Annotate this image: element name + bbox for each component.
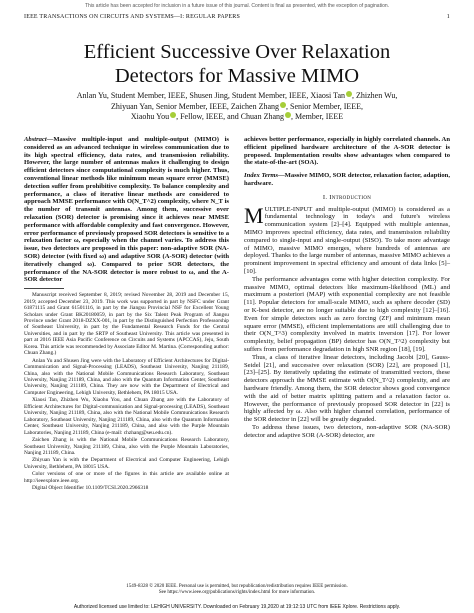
intro-paragraph-4: To address these issues, two detectors, non-adaptive SOR (NA-SOR) detector and adaptive SOR (A-SOR) detector, are bbox=[244, 423, 450, 439]
author-list bbox=[40, 91, 434, 123]
copyright-line-1: 1549-8328 © 2020 IEEE. Personal use is permitted, but republication/redistribution requires IEEE permission. bbox=[126, 584, 348, 589]
page-number: 1 bbox=[446, 14, 450, 20]
index-terms-label: Index Terms bbox=[244, 172, 279, 180]
section-heading: I. Introduction bbox=[322, 193, 372, 201]
abstract-label: Abstract bbox=[24, 136, 47, 143]
introduction-body bbox=[244, 202, 450, 440]
paper-title bbox=[0, 40, 474, 88]
index-terms bbox=[244, 172, 450, 188]
copyright-notice bbox=[0, 584, 474, 596]
footnote-color-versions: Color versions of one or more of the figures in this article are available online at http://ieeexplore.ieee.org. bbox=[24, 471, 229, 484]
left-column bbox=[24, 136, 229, 493]
intro-paragraph-1: MULTIPLE-INPUT and multiple-output (MIMO) is considered as a fundamental technology in today's and future's wireless communication system [2]–[4]. Equipped with multiple antennas, MIMO improves spectral efficiency, data rates, and transmission reliability compared to single-input and single-output (SISO). To take more advantage of MIMO, massive MIMO emerges, where hundreds of antennas are deployed. Thanks to the large number of antennas, massive MIMO achieves a prominent improvement in spectral efficiency and amount of data links [5]–[10]. bbox=[244, 202, 450, 275]
license-notice: Authorized licensed use limited to: LEHIGH UNIVERSITY. Downloaded on February 19,2020 at 19:12:13 UTC from IEEE Xplore. Restrictions apply. bbox=[73, 604, 401, 610]
footnote-doi: Digital Object Identifier 10.1109/TCSI.2020.2966318 bbox=[32, 485, 149, 492]
footnote-affiliation-1: Anlan Yu and Shusen Jing were with the Laboratory of Efficient Architectures for Digital-Communication and Signal-Processing (LEADS), Southeast University, Nanjing 211189, China, also with the National Mobile Communications Research Laboratory, Southeast University, Nanjing 211189, China, and also with the Quantum Information Center, Southeast University, Nanjing 211189, China. They are now with the Department of Electrical and Computer Engineering, Lehigh University, Bethlehem, PA 18015 USA. bbox=[24, 357, 229, 396]
footnote-affiliation-2: Xiaosi Tan, Zhizhen Wu, Xiaohu You, and Chuan Zhang are with the Laboratory of Efficient Architectures for Digital-communication and Signal-processing (LEADS), Southeast University, Nanjing 211189, China, also with the National Mobile Communications Research Laboratory, Southeast University, Nanjing 211189, China, also with the Quantum Information Center, Southeast University, Nanjing 211189, China, and also with the Purple Mountain Laboratories, Nanjing 211189, China (e-mail: chzhang@seu.edu.cn). bbox=[24, 397, 229, 436]
author-line-1: Anlan Yu, Student Member, IEEE, Shusen Jing, Student Member, IEEE, Xiaosi Tan , Zhizhen Wu, bbox=[76, 91, 398, 100]
running-header bbox=[24, 14, 450, 20]
index-terms-text: —Massive MIMO, SOR detector, relaxation factor, adaption, hardware. bbox=[244, 172, 450, 187]
abstract-continued: achieves better performance, especially in highly correlated channels. An efficient pipelined hardware architecture of the A-SOR detector is proposed. Implementation results show advantages when compared to the state-of-the-art (SOA). bbox=[244, 136, 450, 167]
intro-paragraph-3: Thus, a class of iterative linear detectors, including Jacobi [20], Gauss-Seidel [21], and successive over relaxation (SOR) [22], are proposed [1], [23]–[25]. By iteratively updating the estimate of transmitted vectors, these detectors approach the MMSE estimate with O(N_T^2) complexity, and are hardware friendly. Among them, the SOR detector shows good convergence with the aid of better matrix splitting pattern and a relaxation factor ω. However, the performance of previously proposed SOR detector in [22] is highly affected by ω. Also with higher channel correlation, performance of the SOR detector in [22] will be greatly degraded. bbox=[244, 353, 450, 424]
footnote-manuscript: Manuscript received September 8, 2019; revised November 28, 2019 and December 15, 2019; accepted December 23, 2019. This work was supported in part by NSFC under Grant 61871115 and Grant 61501116, in part by the Jiangsu Provincial NSF for Excellent Young Scholars under Grant BK20180059, in part by the Six Talent Peak Program of Jiangsu Province under Grant 2018-DZXX-001, in part by the Distinguished Perfection Professorship of Southeast University, in part by the Fundamental Research Funds for the Central Universities, and in part by the SRTP of Southeast University. This article was presented in part at 2016 IEEE Asia Pacific Conference on Circuits and Systems (APCCAS), Jeju, South Korea. This article was recommended by Associate Editor M. Martina. (Corresponding author: Chuan Zhang.) bbox=[24, 292, 229, 357]
footnote-affiliation-3: Zaichen Zhang is with the National Mobile Communications Research Laboratory, Southeast University, Nanjing 211189, China, also with the Purple Mountain Laboratories, Nanjing 211189, China. bbox=[24, 437, 229, 457]
footnote-divider bbox=[24, 288, 64, 289]
drop-cap: M bbox=[244, 202, 264, 228]
author-line-2: Zhiyuan Yan, Senior Member, IEEE, Zaichen Zhang , Senior Member, IEEE, bbox=[110, 101, 364, 111]
accepted-notice: This article has been accepted for inclusion in a future issue of this journal. Content is final as presented, with the exception of pagination. bbox=[84, 3, 390, 9]
title-line-2: Detectors for Massive MIMO bbox=[114, 65, 360, 87]
abstract bbox=[24, 136, 229, 284]
footnote-affiliation-4: Zhiyuan Yan is with the Department of Electrical and Computer Engineering, Lehigh University, Bethlehem, PA 18015 USA. bbox=[24, 457, 229, 470]
abstract-text-left: —Massive multiple-input and multiple-output (MIMO) is considered as an advanced technique in wireless communication due to its high spectral efficiency, data rates, and transmission reliability. However, the large number of antennas makes it challenging to design efficient detectors since computational complexity is much higher. Thus, conventional linear methods like minimum mean square error (MMSE) detection suffer from prohibitive complexity. To balance complexity and performance, a class of iterative linear methods are considered to approach MMSE performance with O(N_T^2) complexity, where N_T is the number of transmit antennas. Among them, successive over relaxation (SOR) detector is promising since it achieves near MMSE performance with affordable complexity and fast convergence. However, error performance of previously proposed SOR detectors is sensitive to a relaxation factor ω, especially when the channel varies. To address this issue, two detectors are proposed in this paper: non-adaptive SOR (NA-SOR) detector (with fixed ω) and adaptive SOR (A-SOR) detector (with iteratively changed ω). Compared to prior SOR detectors, the performance of the NA-SOR detector is more robust to ω, and the A-SOR detector bbox=[24, 136, 229, 284]
footnotes bbox=[24, 292, 229, 492]
intro-paragraph-2: The performance advantages come with higher detection complexity. For massive MIMO, optimal detectors like maximum-likelihood (ML) and maximum a posteriori (MAP) with exponential complexity are not feasible [11]. Popular detectors for small-scale MIMO, such as sphere decoder (SD) or K-best detector, are no longer suitable due to high complexity [12]–[16]. Even for simple detectors such as zero forcing (ZF) and minimum mean square error (MMSE), efficient implementations are still challenging due to their O(N_T^3) complexity involved in matrix inversion [17]. For lower complexity, belief propagation (BP) detector has O(N_T^2) complexity but suffers from performance degradation in high SNR region [18], [19]. bbox=[244, 275, 450, 353]
journal-name: IEEE TRANSACTIONS ON CIRCUITS AND SYSTEMS—I: REGULAR PAPERS bbox=[24, 14, 240, 20]
author-line-3: Xiaohu You , Fellow, IEEE, and Chuan Zhang , Member, IEEE bbox=[130, 112, 344, 121]
right-column bbox=[244, 136, 450, 439]
copyright-line-2: See https://www.ieee.org/publications/rights/index.html for more information. bbox=[158, 590, 316, 595]
title-line-1: Efficient Successive Over Relaxation bbox=[83, 41, 391, 63]
